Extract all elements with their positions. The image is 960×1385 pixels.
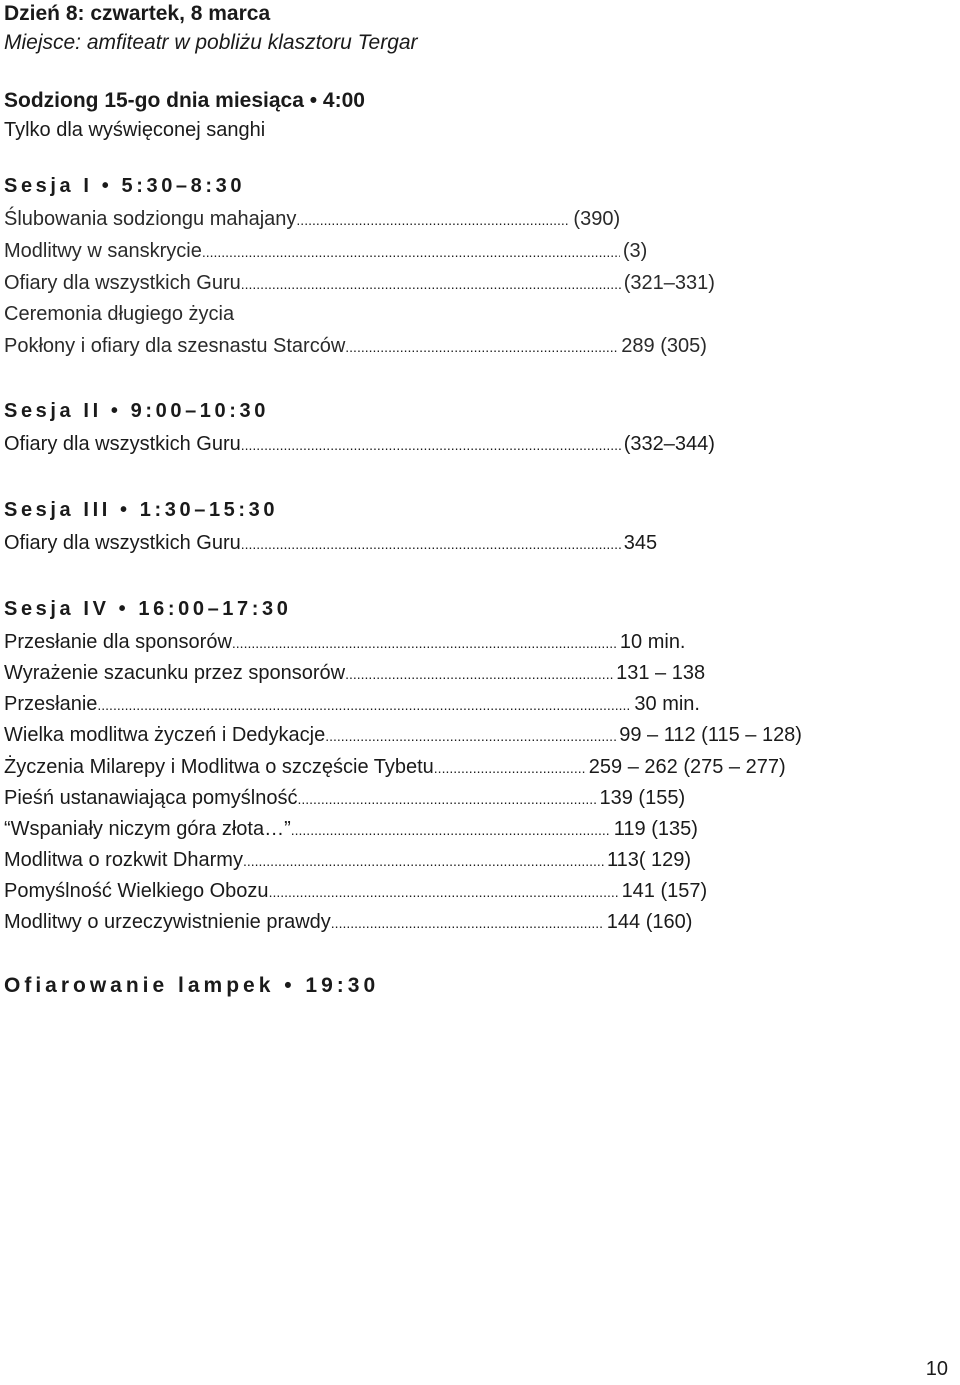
list-item [4,429,715,459]
page-number: 10 [925,1358,948,1380]
item-page-ref: 144 (160) [606,911,693,933]
item-label: Ofiary dla wszystkich Guru [4,532,241,554]
list-item [4,689,700,719]
item-page-ref: 113( 129) [606,849,692,871]
list-item [4,876,707,906]
item-label: Ofiary dla wszystkich Guru [4,272,241,294]
item-label: Modlitwy o urzeczywistnienie prawdy [4,911,331,933]
item-page-ref: (3) [622,240,648,262]
session-4-heading: Sesja IV • 16:00–17:30 [4,598,292,620]
item-page-ref: 139 (155) [599,787,686,809]
list-item [4,658,705,688]
list-item [4,845,691,875]
list-item [4,814,698,844]
list-item [4,783,685,813]
list-item [4,720,802,750]
item-page-ref: 259 – 262 (275 – 277) [588,756,786,778]
day-title: Dzień 8: czwartek, 8 marca [4,2,271,25]
leader-dots [241,269,621,299]
item-label: “Wspaniały niczym góra złota…” [4,818,291,840]
item-label: Ślubowania sodziongu mahajany [4,208,297,230]
leader-dots [296,205,570,235]
item-page-ref: 10 min. [619,631,686,653]
leader-dots [97,690,631,720]
item-label: Życzenia Milarepy i Modlitwa o szczęście Tybetu [4,756,434,778]
sodziong-subtitle: Tylko dla wyświęconej sanghi [4,119,266,141]
leader-dots [325,721,616,751]
leader-dots [345,332,618,362]
session-3-heading: Sesja III • 1:30–15:30 [4,499,279,521]
list-item [4,331,707,361]
item-label: Pokłony i ofiary dla szesnastu Starców [4,335,346,357]
item-label: Modlitwy w sanskrycie [4,240,202,262]
item-page-ref: (390) [573,208,621,230]
leader-dots [269,877,619,907]
leader-dots [291,815,611,845]
session-2-heading: Sesja II • 9:00–10:30 [4,400,269,422]
item-page-ref: 345 [623,532,658,554]
item-page-ref: 131 – 138 [616,662,706,684]
leader-dots [202,237,620,267]
leader-dots [241,430,621,460]
leader-dots [345,659,613,689]
item-label: Przesłanie dla sponsorów [4,631,232,653]
item-label: Wyrażenie szacunku przez sponsorów [4,662,346,684]
item-page-ref: 119 (135) [613,818,698,840]
list-item [4,752,786,782]
place-line: Miejsce: amfiteatr w pobliżu klasztoru Tergar [4,31,418,54]
leader-dots [331,908,604,938]
list-item [4,204,620,234]
item-label: Wielka modlitwa życzeń i Dedykacje [4,724,326,746]
item-label: Pomyślność Wielkiego Obozu [4,880,269,902]
item-label: Ceremonia długiego życia [4,303,235,325]
leader-dots [241,529,621,559]
leader-dots [243,846,604,876]
sodziong-heading: Sodziong 15-go dnia miesiąca • 4:00 [4,89,365,112]
lamp-offering-heading: Ofiarowanie lampek • 19:30 [4,974,380,997]
item-label: Przesłanie [4,693,98,715]
list-item [4,268,715,298]
list-item [4,627,686,657]
list-item [4,907,692,937]
list-item [4,236,647,266]
item-page-ref: 289 (305) [621,335,707,357]
item-page-ref: 141 (157) [621,880,708,902]
session-1-heading: Sesja I • 5:30–8:30 [4,175,246,197]
item-label: Ofiary dla wszystkich Guru [4,433,241,455]
leader-dots [434,753,586,783]
item-page-ref: 99 – 112 (115 – 128) [619,724,802,746]
item-page-ref: (332–344) [623,433,715,455]
item-label: Modlitwa o rozkwit Dharmy [4,849,243,871]
list-item [4,299,234,329]
leader-dots [232,628,617,658]
item-page-ref: 30 min. [634,693,700,715]
leader-dots [298,784,597,814]
list-item [4,528,657,558]
item-label: Pieśń ustanawiająca pomyślność [4,787,298,809]
item-page-ref: (321–331) [623,272,715,294]
